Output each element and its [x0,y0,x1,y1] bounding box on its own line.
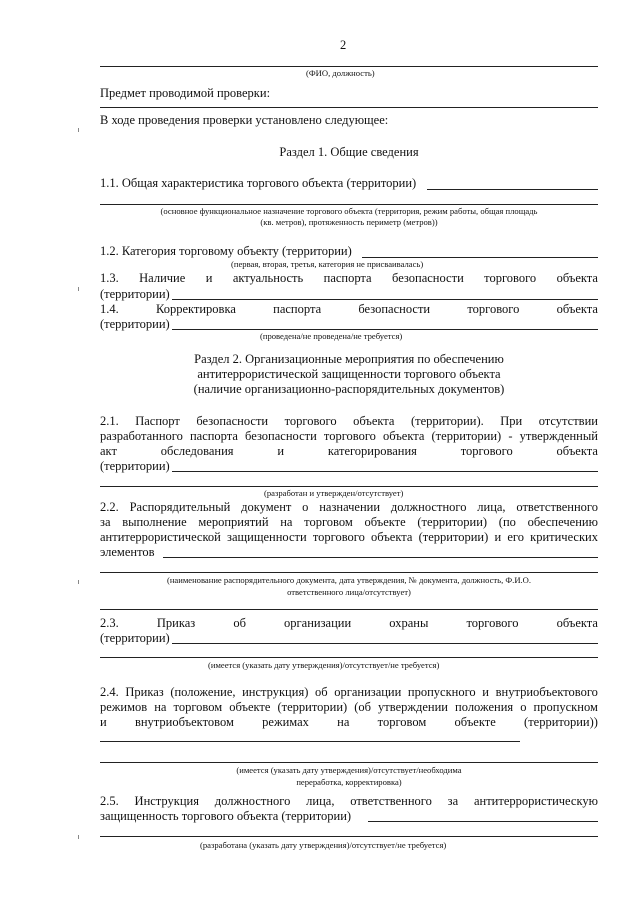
w: организации [284,616,352,630]
w: безопасности [358,302,431,316]
w: торгового [466,616,519,630]
w: Наличие [139,271,186,285]
w: объекта [383,429,425,443]
item-2-2-line2 [100,515,598,530]
item-1-1-line2 [100,204,598,205]
w: пропускного [407,685,476,699]
w: объекта [556,302,598,316]
w: Паспорт [135,414,180,428]
item-2-1-line-b [100,486,598,487]
w: разработанного [100,429,183,443]
w: внутриобъектовом [134,715,234,729]
item-1-4-line [100,302,598,317]
item-2-3-fill [172,643,598,644]
w: режимов [100,700,148,714]
item-2-4-line1 [100,685,598,700]
w: (по [498,515,516,529]
w: торгового [284,414,337,428]
w: охраны [389,616,429,630]
w: его [507,530,524,544]
item-1-2-fill [362,257,598,258]
item-2-4-fill-2 [100,762,598,763]
w: паспорта [323,271,372,285]
w: 2.4. [100,685,119,699]
item-2-3-line-b [100,657,598,658]
item-1-3-line [100,271,598,286]
item-1-1-note-b: (кв. метров), протяженность периметр (метров)) [260,217,438,227]
item-2-2-line-b [100,572,598,573]
w: пропускном [533,700,598,714]
w: за [100,515,111,529]
w: лица, [477,500,506,514]
subject-line [100,107,598,108]
item-2-5-line-b [100,836,598,837]
w: безопасности [196,414,269,428]
scan-mark [78,287,79,291]
w: торговом [377,715,427,729]
item-2-1-fill [172,471,598,472]
w: и [205,271,213,285]
scan-mark [78,128,79,132]
item-2-3-line [100,616,598,631]
w: о [520,700,527,714]
w: (территории) [431,429,502,443]
w: организации [334,685,402,699]
w: Инструкция [134,794,199,808]
w: паспорта [189,429,238,443]
item-1-1-note-a: (основное функциональное назначение торгового объекта (территория, режим работы, общая площадь [160,206,538,216]
item-2-2-line3 [100,530,598,545]
w: торговом [304,515,353,529]
w: о [302,500,309,514]
w: должностного [214,794,291,808]
w: 1.4. [100,302,119,316]
page-number: 2 [340,38,347,52]
w: и [100,715,107,729]
item-2-1-line1 [100,414,598,429]
w: акт [100,444,117,458]
item-2-4-line2 [100,700,598,715]
w: (территории) [417,515,488,529]
w: объекта [556,616,598,630]
item-2-4-note-b: переработка, корректировка) [296,777,402,787]
w: 1.3. [100,271,119,285]
w: безопасности [392,271,464,285]
item-2-2-note-a: (наименование распорядительного документа, дата утверждения, № документа, должность, Ф.И.О. [166,575,532,585]
w: антитеррористическую [473,794,598,808]
w: объекта [371,530,413,544]
w: - [508,429,513,443]
item-1-4-fill [172,329,598,330]
w: актуальность [232,271,304,285]
section2-title-3: (наличие организационно-распорядительных документов) [193,382,505,396]
item-2-5-cont: защищенность торгового объекта (территории) [100,809,352,823]
item-1-3-cont: (территории) [100,287,170,301]
item-2-4-fill-1 [100,741,520,742]
w: паспорта [273,302,322,316]
w: и [277,444,285,458]
item-2-1-cont: (территории) [100,459,170,473]
w: ответственного [350,794,432,808]
item-2-1-line3 [100,444,598,459]
w: антитеррористической [100,530,221,544]
w: ответственного [516,500,598,514]
w: назначении [319,500,381,514]
w: утвержденный [519,429,598,443]
item-2-3-note: (имеется (указать дату утверждения)/отсутствует/не требуется) [208,660,440,670]
w: объекте [364,515,406,529]
w: Корректировка [155,302,236,316]
w: 2.3. [100,616,119,630]
w: режимах [262,715,309,729]
item-2-4-line3 [100,715,598,730]
w: (территории)) [524,715,598,729]
w: торговом [173,700,223,714]
item-2-4-note-a: (имеется (указать дату утверждения)/отсутствует/необходима [236,765,462,775]
scan-mark [78,580,79,584]
w: категорирования [327,444,417,458]
w: утверждении [378,700,448,714]
w: обеспечению [527,515,598,529]
w: и [482,685,489,699]
w: торгового [467,302,520,316]
item-2-5-note: (разработана (указать дату утверждения)/отсутствует/не требуется) [200,840,447,850]
item-1-1-fill [427,189,598,190]
w: объекте [454,715,496,729]
section2-title-2: антитеррористической защищенности торгового объекта [197,367,501,381]
w: выполнение [122,515,187,529]
fio-line [100,66,598,67]
w: об [314,685,328,699]
item-1-1-label: 1.1. Общая характеристика торгового объекта (территории) [100,176,417,190]
subject-label: Предмет проводимой проверки: [100,86,271,100]
w: При [500,414,523,428]
section1-title: Раздел 1. Общие сведения [279,145,419,159]
w: 2.5. [100,794,119,808]
w: Приказ [156,616,196,630]
w: (территории) [418,530,489,544]
w: за [447,794,459,808]
item-1-3-fill [172,299,598,300]
item-1-2-note: (первая, вторая, третья, категория не присваивалась) [231,259,424,269]
w: торгового [460,444,513,458]
item-1-4-cont: (территории) [100,317,170,331]
w: (территории) [277,700,348,714]
w: объекте [229,700,271,714]
item-2-3-cont: (территории) [100,631,170,645]
item-1-2-label: 1.2. Категория торговому объекту (территории) [100,244,352,258]
w: защищенности [227,530,307,544]
w: и [494,530,502,544]
w: инструкция) [242,685,309,699]
caption-fio: (ФИО, должность) [306,68,375,78]
w: внутриобъектового [495,685,598,699]
w: (положение, [170,685,236,699]
scan-mark [78,835,79,839]
item-2-2-line1 [100,500,598,515]
w: объекта [353,414,395,428]
w: безопасности [245,429,317,443]
w: об [233,616,246,630]
w: объекта [556,271,598,285]
w: объекта [556,444,598,458]
section2-title-1: Раздел 2. Организационные мероприятия по обеспечению [194,352,504,366]
item-2-2-cont: элементов [100,545,155,559]
w: на [337,715,350,729]
w: лица, [306,794,335,808]
w: обследования [160,444,234,458]
item-2-2-note-b: ответственного лица/отсутствует) [287,587,411,597]
w: Приказ [125,685,164,699]
item-2-5-line1 [100,794,598,809]
w: на [154,700,167,714]
w: торгового [484,271,537,285]
w: Распорядительный [129,500,231,514]
item-2-3-line-top [100,609,598,610]
w: критических [530,530,598,544]
established-label: В ходе проведения проверки установлено следующее: [100,113,389,127]
item-2-2-fill [163,557,598,558]
w: отсутствии [538,414,598,428]
w: должностного [390,500,467,514]
item-2-5-fill [368,821,598,822]
w: (территории). [410,414,484,428]
w: мероприятий [198,515,269,529]
w: 2.1. [100,414,119,428]
w: 2.2. [100,500,119,514]
item-1-4-note: (проведена/не проведена/не требуется) [260,331,403,341]
item-2-1-note: (разработан и утвержден/отсутствует) [264,488,404,498]
w: документ [241,500,292,514]
item-2-1-line2 [100,429,598,444]
w: положения [455,700,514,714]
w: на [280,515,293,529]
w: торгового [312,530,365,544]
w: (об [354,700,371,714]
w: торгового [323,429,376,443]
